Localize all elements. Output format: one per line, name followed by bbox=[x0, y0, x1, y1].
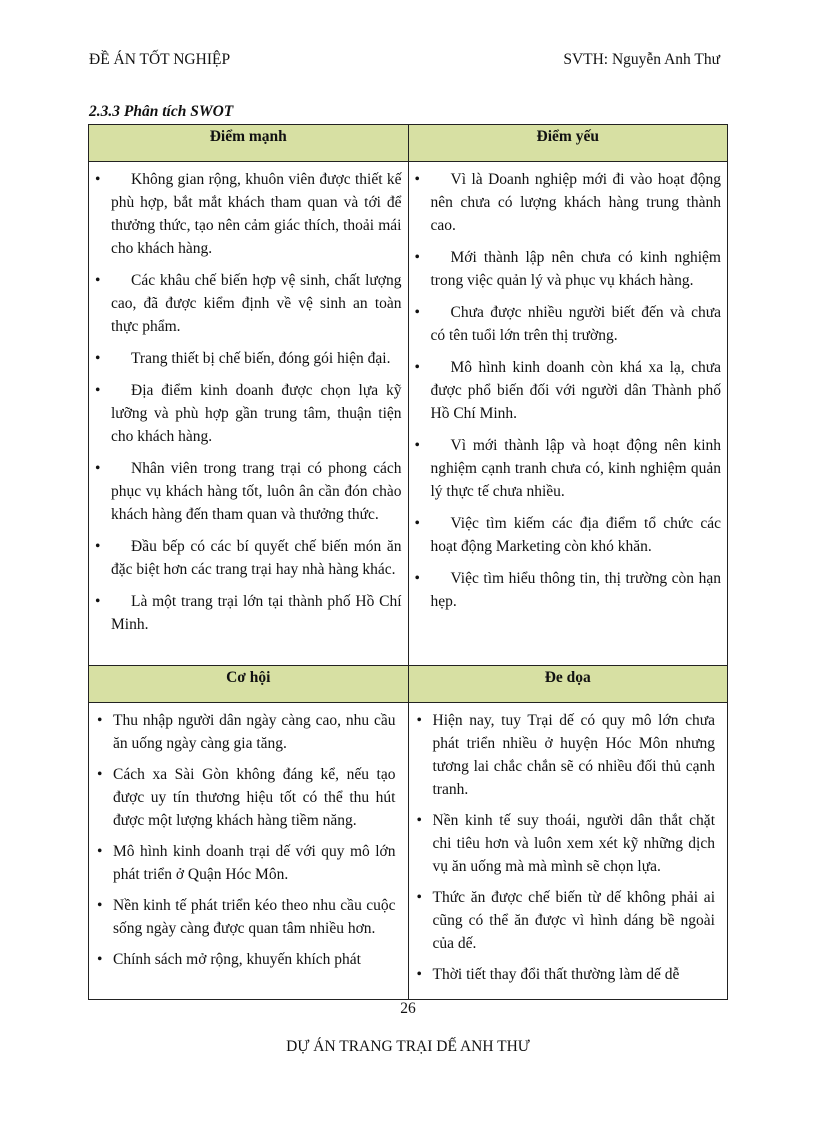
threats-header: Đe dọa bbox=[408, 666, 728, 703]
footer-title: DỰ ÁN TRANG TRẠI DẾ ANH THƯ bbox=[286, 1038, 530, 1055]
list-item: • Nhân viên trong trang trại có phong cách phục vụ khách hàng tốt, luôn ân cần đón chào khách hàng đến tham quan và thưởng thức. bbox=[89, 457, 402, 526]
list-item: • Nền kinh tế phát triển kéo theo nhu cầu cuộc sống ngày càng được quan tâm nhiều hơn. bbox=[89, 894, 402, 940]
list-item: • Thức ăn được chế biến từ dế không phải ai cũng có thể ăn được vì hình dáng bề ngoài của dế. bbox=[409, 886, 722, 955]
list-item: • Không gian rộng, khuôn viên được thiết kế phù hợp, bắt mắt khách tham quan và tới để thưởng thức, tạo nên cảm giác thích, thoải mái cho khách hàng. bbox=[89, 168, 402, 260]
header-right: SVTH: Nguyễn Anh Thư bbox=[563, 51, 720, 68]
list-item: • Hiện nay, tuy Trại dế có quy mô lớn chưa phát triển nhiều ở huyện Hóc Môn nhưng tương lai chắc chắn sẽ có nhiều đối thủ cạnh tranh. bbox=[409, 709, 722, 801]
page-number: 26 bbox=[400, 1000, 416, 1017]
list-item: • Địa điểm kinh doanh được chọn lựa kỹ lưỡng và phù hợp gần trung tâm, thuận tiện cho khách hàng. bbox=[89, 379, 402, 448]
section-title: 2.3.3 Phân tích SWOT bbox=[89, 103, 234, 120]
swot-table-bottom bbox=[88, 665, 728, 1000]
list-item: • Thời tiết thay đổi thất thường làm dế dễ bbox=[409, 963, 722, 986]
opportunities-header: Cơ hội bbox=[89, 666, 409, 703]
list-item: • Mới thành lập nên chưa có kinh nghiệm trong việc quản lý và phục vụ khách hàng. bbox=[409, 246, 722, 292]
list-item: • Nền kinh tế suy thoái, người dân thắt chặt chi tiêu hơn và luôn xem xét kỹ những dịch vụ ăn uống mà mà mình sẽ chọn lựa. bbox=[409, 809, 722, 878]
list-item: • Mô hình kinh doanh trại dế với quy mô lớn phát triển ở Quận Hóc Môn. bbox=[89, 840, 402, 886]
header-left: ĐỀ ÁN TỐT NGHIỆP bbox=[89, 51, 231, 68]
weaknesses-header: Điểm yếu bbox=[408, 125, 728, 162]
list-item: • Là một trang trại lớn tại thành phố Hồ Chí Minh. bbox=[89, 590, 402, 636]
list-item: • Chính sách mở rộng, khuyến khích phát bbox=[89, 948, 402, 971]
list-item: • Mô hình kinh doanh còn khá xa lạ, chưa được phổ biến đối với người dân Thành phố Hồ Chí Minh. bbox=[409, 356, 722, 425]
list-item: • Đầu bếp có các bí quyết chế biến món ăn đặc biệt hơn các trang trại hay nhà hàng khác. bbox=[89, 535, 402, 581]
threats-cell bbox=[408, 703, 728, 1000]
list-item: • Các khâu chế biến hợp vệ sinh, chất lượng cao, đã được kiểm định về vệ sinh an toàn thực phẩm. bbox=[89, 269, 402, 338]
strengths-header: Điểm mạnh bbox=[89, 125, 409, 162]
list-item: • Việc tìm kiếm các địa điểm tổ chức các hoạt động Marketing còn khó khăn. bbox=[409, 512, 722, 558]
weaknesses-cell bbox=[408, 162, 728, 671]
strengths-cell bbox=[89, 162, 409, 671]
opportunities-cell bbox=[89, 703, 409, 1000]
list-item: • Việc tìm hiểu thông tin, thị trường còn hạn hẹp. bbox=[409, 567, 722, 613]
opportunities-list bbox=[89, 709, 402, 993]
threats-list bbox=[409, 709, 722, 993]
swot-table-top bbox=[88, 124, 728, 671]
list-item: • Trang thiết bị chế biến, đóng gói hiện đại. bbox=[89, 347, 402, 370]
list-item: • Chưa được nhiều người biết đến và chưa có tên tuổi lớn trên thị trường. bbox=[409, 301, 722, 347]
list-item: • Vì là Doanh nghiệp mới đi vào hoạt động nên chưa có lượng khách hàng trung thành cao. bbox=[409, 168, 722, 237]
list-item: • Cách xa Sài Gòn không đáng kể, nếu tạo được uy tín thương hiệu tốt có thể thu hút được một lượng khách hàng tiềm năng. bbox=[89, 763, 402, 832]
weaknesses-list bbox=[409, 168, 722, 613]
list-item: • Thu nhập người dân ngày càng cao, nhu cầu ăn uống ngày càng gia tăng. bbox=[89, 709, 402, 755]
strengths-list bbox=[89, 168, 402, 636]
list-item: • Vì mới thành lập và hoạt động nên kinh nghiệm cạnh tranh chưa có, kinh nghiệm quản lý thực tế chưa nhiều. bbox=[409, 434, 722, 503]
